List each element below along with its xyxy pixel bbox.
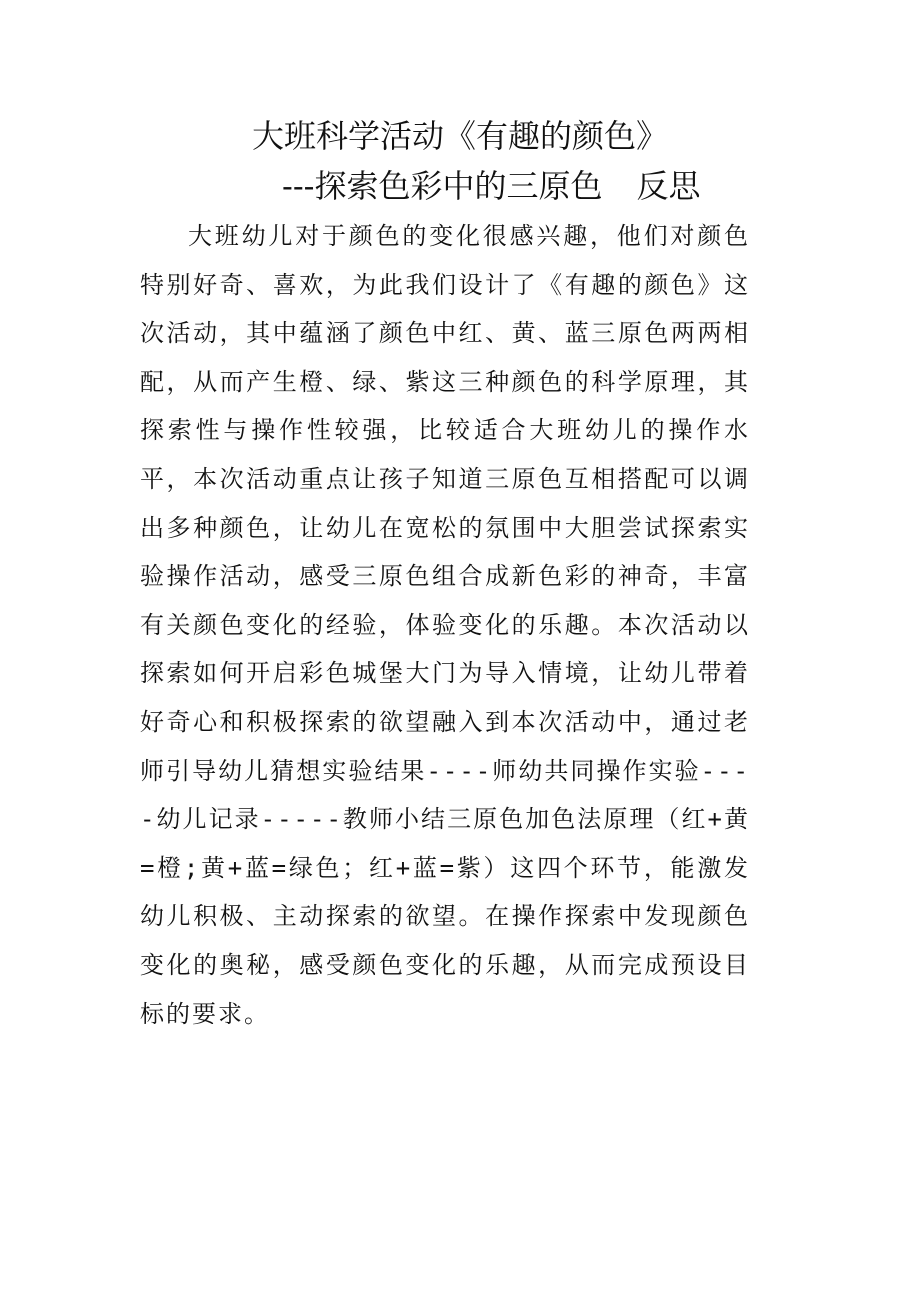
body-paragraph: 大班幼儿对于颜色的变化很感兴趣，他们对颜色特别好奇、喜欢，为此我们设计了《有趣的颜色》这次活动，其中蕴涵了颜色中红、黄、蓝三原色两两相配，从而产生橙、绿、紫这三种颜色的科学原理，其探索性与操作性较强，比较适合大班幼儿的操作水平，本次活动重点让孩子知道三原色互相搭配可以调出多种颜色，让幼儿在宽松的氛围中大胆尝试探索实验操作活动，感受三原色组合成新色彩的神奇，丰富有关颜色变化的经验，体验变化的乐趣。本次活动以探索如何开启彩色城堡大门为导入情境，让幼儿带着好奇心和积极探索的欲望融入到本次活动中，通过老师引导幼儿猜想实验结果----师幼共同操作实验----幼儿记录-----教师小结三原色加色法原理（红+黄=橙;黄+蓝=绿色；红+蓝=紫）这四个环节，能激发幼儿积极、主动探索的欲望。在操作探索中发现颜色变化的奥秘，感受颜色变化的乐趣，从而完成预设目标的要求。 [140,222,750,1028]
subtitle-main: ---探索色彩中的三原色 [282,167,603,205]
document-title: 大班科学活动《有趣的颜色》 [252,117,669,155]
document-subtitle [282,162,700,210]
subtitle-suffix: 反思 [636,167,701,205]
